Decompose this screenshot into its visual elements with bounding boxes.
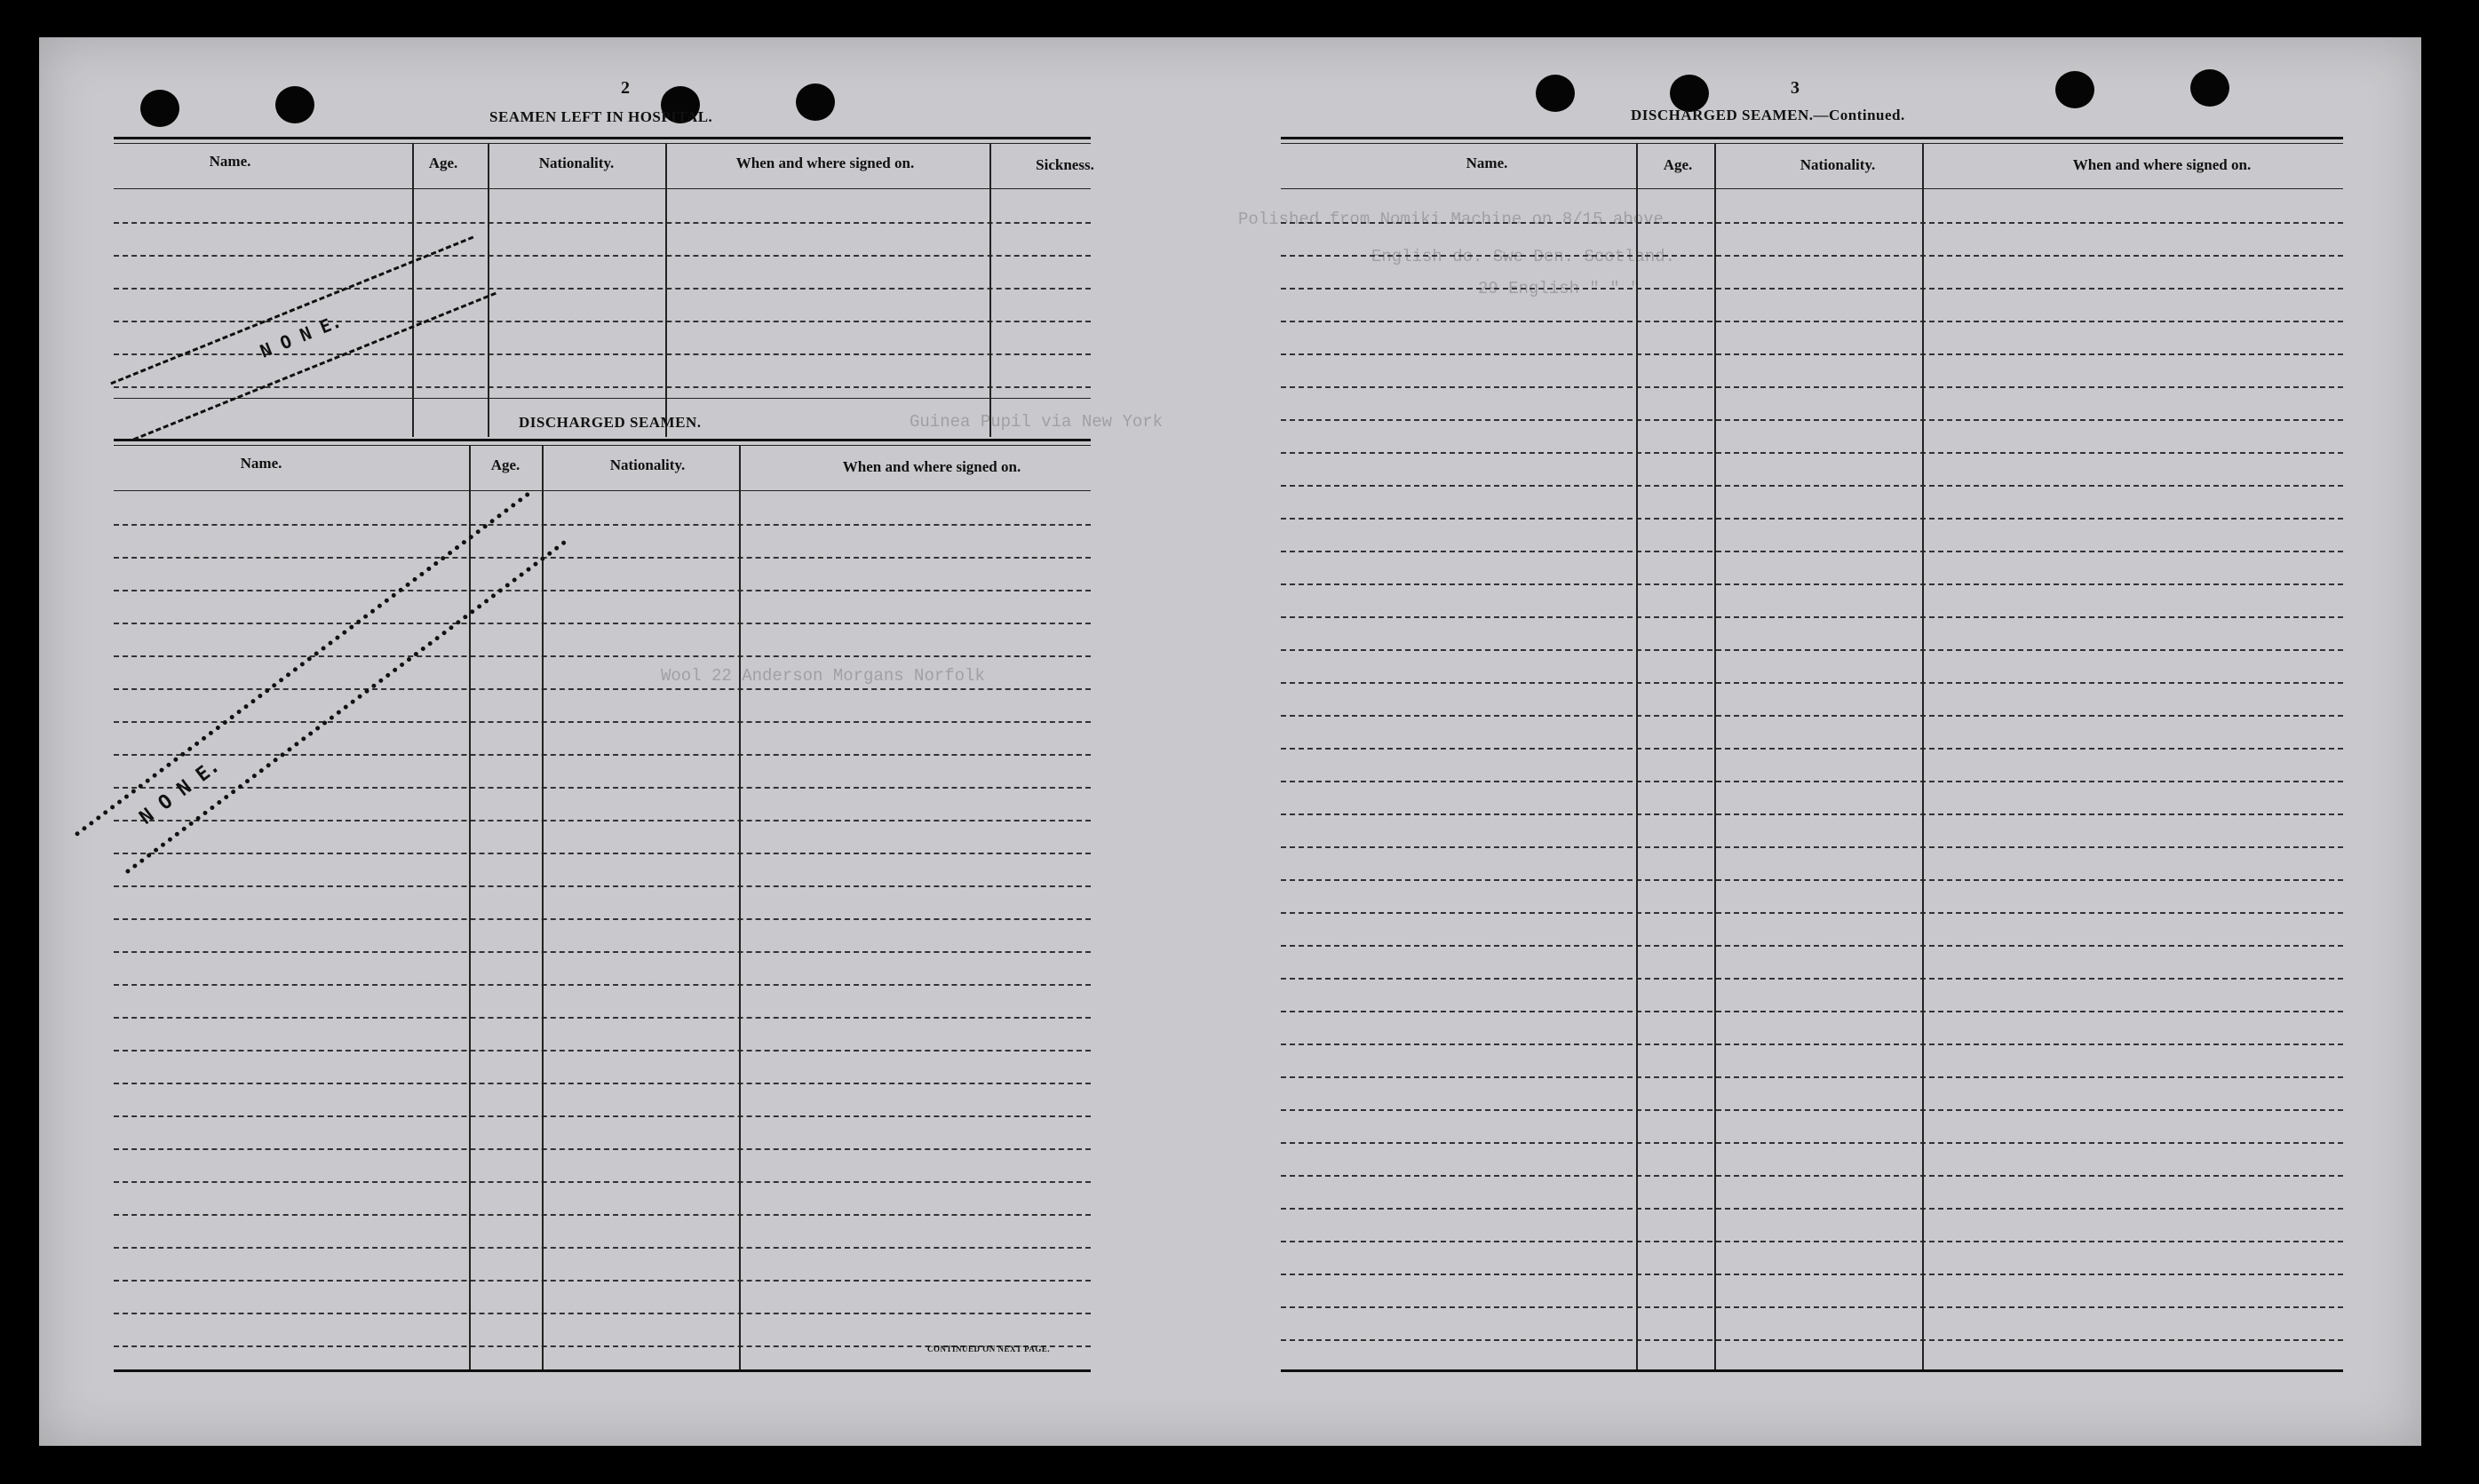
- column-header-nationality: Nationality.: [538, 155, 615, 171]
- column-divider: [989, 144, 991, 437]
- ruled-row-line: [114, 1280, 1091, 1282]
- rule: [114, 1369, 1091, 1372]
- page-number: 3: [1791, 78, 1800, 98]
- ruled-row-line: [1281, 1142, 2343, 1144]
- ruled-row-line: [1281, 583, 2343, 585]
- bleed-through-text: Wool 22 Anderson Morgans Norfolk: [661, 666, 985, 686]
- column-divider: [739, 446, 741, 1371]
- column-header-name: Name.: [1466, 155, 1508, 171]
- section-title-hospital: SEAMEN LEFT IN HOSPITAL.: [489, 108, 713, 125]
- ruled-row-line: [1281, 748, 2343, 750]
- ruled-row-line: [114, 1313, 1091, 1314]
- ruled-row-line: [1281, 813, 2343, 815]
- ruled-row-line: [1281, 1109, 2343, 1111]
- page-number: 2: [621, 78, 630, 98]
- bleed-through-text: English do. Swe Den. Scotland.: [1371, 247, 1676, 266]
- column-header-name: Name.: [209, 153, 251, 170]
- ruled-row-line: [1281, 222, 2343, 224]
- ruled-row-line: [1281, 419, 2343, 421]
- rule: [1281, 143, 2343, 144]
- rule: [114, 490, 1091, 491]
- column-header-age: Age.: [1663, 156, 1693, 173]
- column-divider: [1636, 144, 1638, 1371]
- ruled-row-line: [114, 918, 1091, 920]
- ruled-row-line: [1281, 1011, 2343, 1012]
- ruled-row-line: [1281, 846, 2343, 848]
- rule: [114, 143, 1091, 144]
- ruled-row-line: [114, 524, 1091, 526]
- ruled-row-line: [1281, 1306, 2343, 1308]
- ruled-row-line: [1281, 1044, 2343, 1045]
- ruled-row-line: [1281, 1339, 2343, 1341]
- ruled-row-line: [1281, 386, 2343, 388]
- column-header-nationality: Nationality.: [1800, 156, 1876, 173]
- ruled-row-line: [114, 984, 1091, 986]
- punch-hole: [796, 83, 835, 121]
- ruled-row-line: [114, 1050, 1091, 1051]
- ruled-row-line: [1281, 1208, 2343, 1210]
- punch-hole: [140, 90, 179, 127]
- ruled-row-line: [114, 1148, 1091, 1150]
- rule: [114, 445, 1091, 446]
- ruled-row-line: [114, 1115, 1091, 1117]
- ruled-row-line: [1281, 1274, 2343, 1275]
- ruled-row-line: [1281, 912, 2343, 914]
- document-sheet: [39, 37, 2421, 1446]
- ruled-row-line: [1281, 288, 2343, 290]
- ruled-row-line: [114, 557, 1091, 559]
- column-divider: [1714, 144, 1716, 1371]
- column-divider: [1922, 144, 1924, 1371]
- rule: [1281, 188, 2343, 189]
- ruled-row-line: [114, 255, 1091, 257]
- continued-note: CONTINUED ON NEXT PAGE.: [927, 1345, 1051, 1353]
- ruled-row-line: [1281, 616, 2343, 618]
- ruled-row-line: [1281, 551, 2343, 552]
- ruled-row-line: [1281, 682, 2343, 684]
- ruled-row-line: [1281, 715, 2343, 717]
- bleed-through-text: 29 English " " ": [1478, 279, 1641, 298]
- bleed-through-text: Polished from Nomiki Machine on 8/15 above.: [1238, 210, 1674, 229]
- ruled-row-line: [1281, 518, 2343, 520]
- column-divider: [665, 144, 667, 437]
- ruled-row-line: [1281, 353, 2343, 355]
- ruled-row-line: [114, 222, 1091, 224]
- ruled-row-line: [1281, 978, 2343, 980]
- rule: [114, 439, 1091, 441]
- ruled-row-line: [1281, 649, 2343, 651]
- none-stamp-text: N O N E.: [257, 310, 345, 362]
- column-header-signed-on: When and where signed on.: [2072, 156, 2252, 173]
- ruled-row-line: [114, 951, 1091, 953]
- ruled-row-line: [1281, 255, 2343, 257]
- ruled-row-line: [114, 623, 1091, 624]
- ruled-row-line: [114, 1181, 1091, 1183]
- punch-hole: [1536, 75, 1575, 112]
- ruled-row-line: [1281, 879, 2343, 881]
- column-header-nationality: Nationality.: [609, 456, 686, 473]
- ruled-row-line: [1281, 781, 2343, 782]
- column-header-name: Name.: [240, 455, 282, 472]
- ruled-row-line: [1281, 1241, 2343, 1242]
- ruled-row-line: [114, 1214, 1091, 1216]
- ruled-row-line: [1281, 321, 2343, 322]
- ruled-row-line: [114, 1083, 1091, 1084]
- ruled-row-line: [1281, 485, 2343, 487]
- bleed-through-text: Guinea Pupil via New York: [910, 412, 1164, 432]
- ruled-row-line: [1281, 1076, 2343, 1078]
- ruled-row-line: [114, 1247, 1091, 1249]
- column-header-age: Age.: [490, 456, 520, 473]
- rule: [114, 137, 1091, 139]
- rule: [1281, 1369, 2343, 1372]
- column-header-sickness: Sickness.: [1036, 156, 1094, 173]
- ruled-row-line: [1281, 945, 2343, 947]
- column-header-signed-on: When and where signed on.: [735, 155, 915, 171]
- rule: [114, 188, 1091, 189]
- ruled-row-line: [114, 885, 1091, 887]
- rule: [1281, 137, 2343, 139]
- none-stamp-text: N O N E.: [135, 754, 225, 829]
- ruled-row-line: [1281, 1175, 2343, 1177]
- none-stamp: [52, 462, 612, 946]
- ruled-row-line: [114, 288, 1091, 290]
- column-header-age: Age.: [428, 155, 458, 171]
- section-title-discharged: DISCHARGED SEAMEN.: [519, 414, 702, 431]
- section-title-discharged-continued: DISCHARGED SEAMEN.—Continued.: [1631, 107, 1905, 123]
- punch-hole: [2055, 71, 2094, 108]
- punch-hole: [275, 86, 314, 123]
- ruled-row-line: [114, 1017, 1091, 1019]
- column-header-signed-on: When and where signed on.: [842, 458, 1021, 475]
- punch-hole: [2190, 69, 2229, 107]
- none-stamp: [105, 221, 507, 466]
- ruled-row-line: [1281, 452, 2343, 454]
